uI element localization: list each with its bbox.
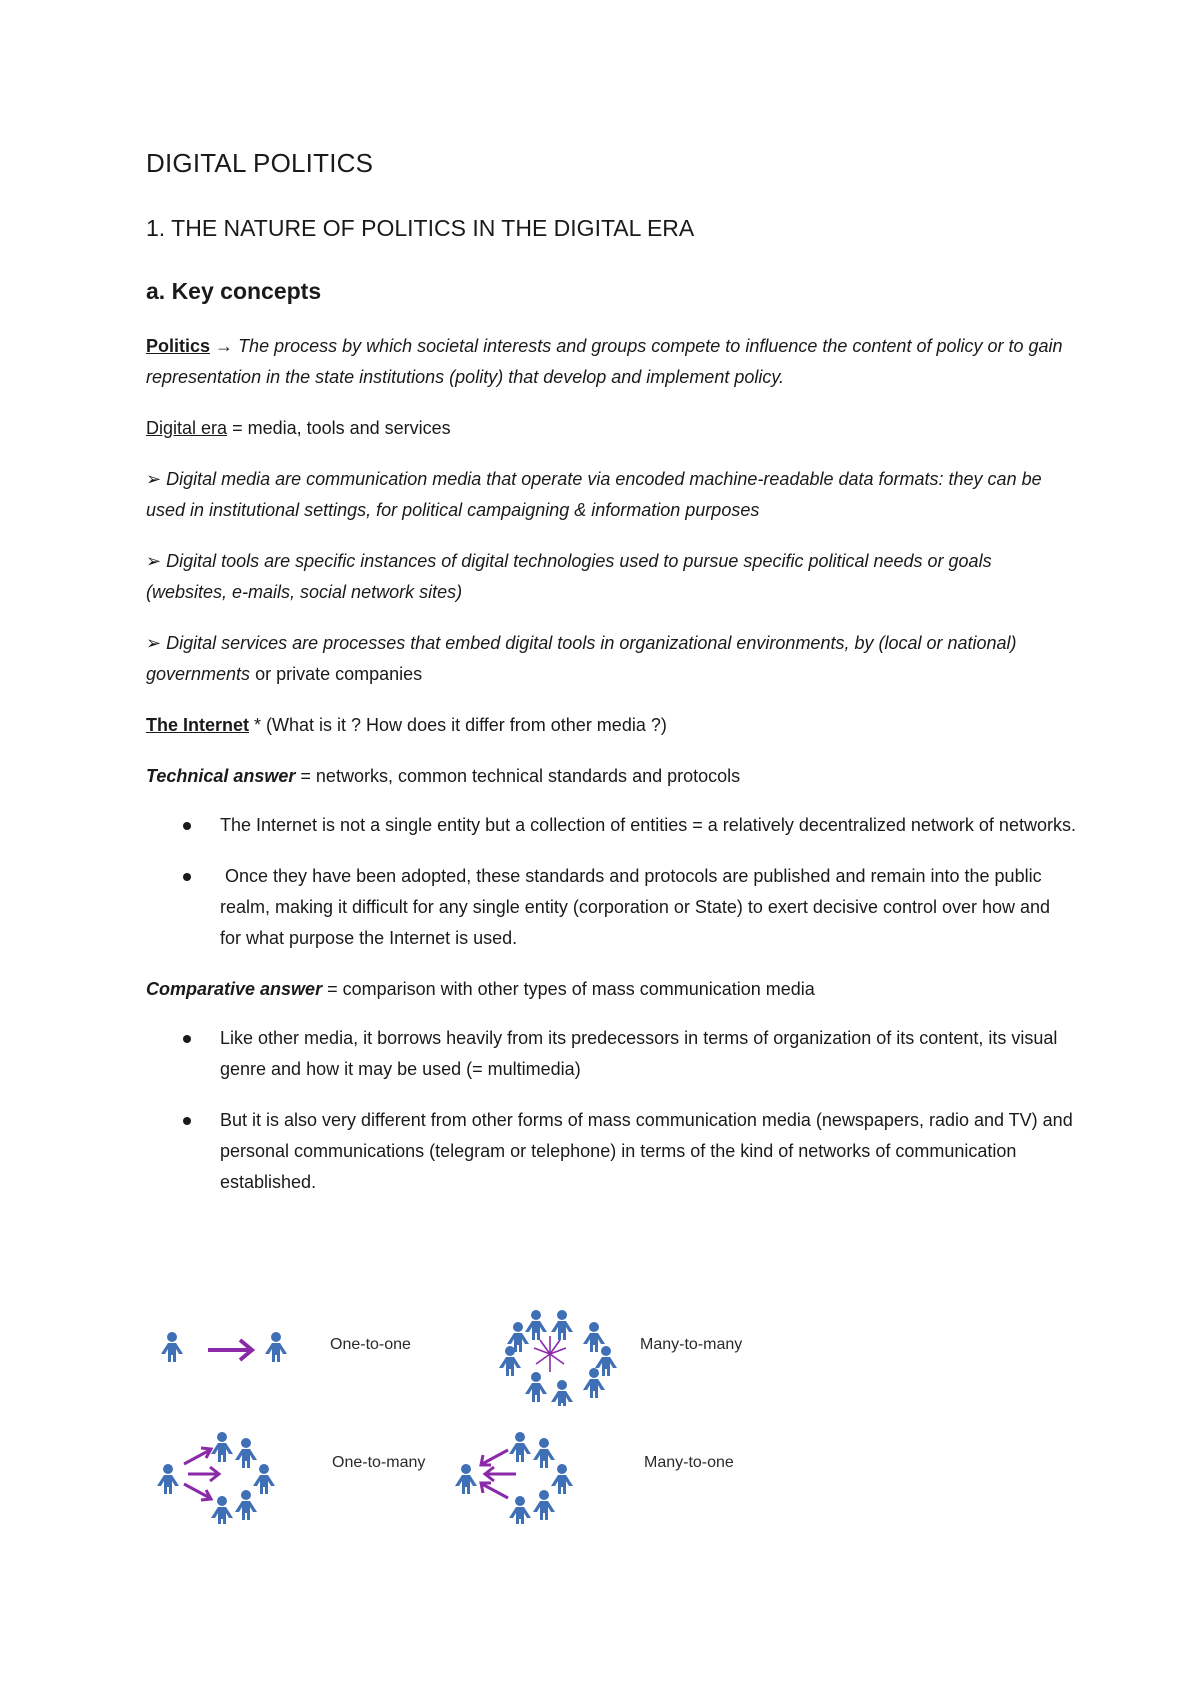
definition-arrow: → xyxy=(215,336,234,356)
document-title: DIGITAL POLITICS xyxy=(146,148,374,178)
bullet-dot-icon xyxy=(183,1035,191,1043)
list-item xyxy=(146,810,1076,841)
many-to-one-diagram xyxy=(452,1424,582,1524)
digital-era-term: Digital era xyxy=(146,418,228,438)
bullet-dot-icon xyxy=(183,873,191,881)
person-icon xyxy=(211,1496,233,1524)
one-to-many-diagram xyxy=(154,1424,284,1524)
one-to-one-diagram xyxy=(154,1328,294,1378)
person-icon xyxy=(253,1464,275,1494)
politics-definition xyxy=(146,331,1076,393)
arrow-item-text-plain: or private companies xyxy=(250,664,423,684)
arrow-icon xyxy=(208,1340,252,1360)
list-item-text: The Internet is not a single entity but a collection of entities = a relatively decentralized network of networks. xyxy=(220,815,1076,835)
comparative-answer-text: = comparison with other types of mass communication media xyxy=(322,979,815,999)
politics-definition-text: The process by which societal interests and groups compete to influence the content of policy or to gain representation in the state institutions (polity) that develop and implement policy. xyxy=(146,336,1063,387)
person-icon xyxy=(525,1372,547,1402)
arrow-item-digital-tools xyxy=(146,546,1076,608)
internet-question-text: * (What is it ? How does it differ from other media ?) xyxy=(249,715,667,735)
one-to-one-label: One-to-one xyxy=(330,1336,411,1353)
arrows-icon xyxy=(481,1450,516,1498)
person-icon xyxy=(509,1496,531,1524)
many-to-many-label: Many-to-many xyxy=(640,1336,743,1353)
arrow-item-digital-services xyxy=(146,628,1076,690)
technical-answer-text: = networks, common technical standards and protocols xyxy=(295,766,741,786)
section-heading: 1. THE NATURE OF POLITICS IN THE DIGITAL ERA xyxy=(146,215,695,241)
person-icon xyxy=(551,1310,573,1340)
list-item xyxy=(146,861,1076,954)
person-icon xyxy=(583,1368,605,1398)
person-icon xyxy=(509,1432,531,1462)
list-item xyxy=(146,1105,1076,1198)
person-icon xyxy=(551,1380,573,1406)
arrows-icon xyxy=(534,1336,566,1372)
person-icon xyxy=(583,1322,605,1352)
technical-bullets xyxy=(146,810,1076,954)
internet-question xyxy=(146,710,1076,741)
bullet-dot-icon xyxy=(183,822,191,830)
arrow-item-text: Digital tools are specific instances of digital technologies used to pursue specific political needs or goals (websites, e-mails, social network sites) xyxy=(146,551,992,602)
arrow-item-text-italic: Digital services are processes that embed digital tools in organizational environments, by (local or national) governments xyxy=(146,633,1017,684)
subsection-heading: a. Key concepts xyxy=(146,278,322,304)
politics-term: Politics xyxy=(146,336,211,356)
many-to-many-diagram xyxy=(494,1306,624,1406)
comparative-answer xyxy=(146,974,1076,1005)
arrows-icon xyxy=(184,1448,219,1500)
comparative-answer-term: Comparative answer xyxy=(146,979,323,999)
arrow-bullet-icon: ➢ xyxy=(146,551,162,571)
person-icon xyxy=(235,1438,257,1468)
arrow-item-digital-media xyxy=(146,464,1076,526)
arrow-bullet-icon: ➢ xyxy=(146,633,162,653)
person-icon xyxy=(525,1310,547,1340)
technical-answer xyxy=(146,761,1076,792)
person-icon xyxy=(161,1332,183,1362)
person-icon xyxy=(211,1432,233,1462)
internet-term: The Internet xyxy=(146,715,250,735)
document-body xyxy=(146,148,1076,1218)
digital-era-text: = media, tools and services xyxy=(232,418,451,438)
person-icon xyxy=(455,1464,477,1494)
list-item xyxy=(146,1023,1076,1085)
one-to-many-label: One-to-many xyxy=(332,1454,426,1471)
communication-diagrams xyxy=(146,1306,946,1536)
person-icon xyxy=(265,1332,287,1362)
list-item-text: But it is also very different from other forms of mass communication media (newspapers, radio and TV) and personal communications (telegram or telephone) in terms of the kind of networks of communication established. xyxy=(220,1110,1073,1192)
person-icon xyxy=(533,1490,555,1520)
list-item-text: Like other media, it borrows heavily from its predecessors in terms of organization of its content, its visual genre and how it may be used (= multimedia) xyxy=(220,1028,1058,1079)
technical-answer-term: Technical answer xyxy=(146,766,296,786)
arrow-bullet-icon: ➢ xyxy=(146,469,162,489)
person-icon xyxy=(157,1464,179,1494)
many-to-one-label: Many-to-one xyxy=(644,1454,734,1471)
person-icon xyxy=(551,1464,573,1494)
person-icon xyxy=(499,1346,521,1376)
bullet-dot-icon xyxy=(183,1117,191,1125)
list-item-text: Once they have been adopted, these standards and protocols are published and remain into the public realm, making it difficult for any single entity (corporation or State) to exert decisive control over how and for what purpose the Internet is used. xyxy=(220,866,1051,948)
digital-era-definition xyxy=(146,413,1076,444)
comparative-bullets xyxy=(146,1023,1076,1198)
arrow-item-text: Digital media are communication media that operate via encoded machine-readable data formats: they can be used in institutional settings, for political campaigning & information purposes xyxy=(146,469,1042,520)
person-icon xyxy=(533,1438,555,1468)
person-icon xyxy=(235,1490,257,1520)
